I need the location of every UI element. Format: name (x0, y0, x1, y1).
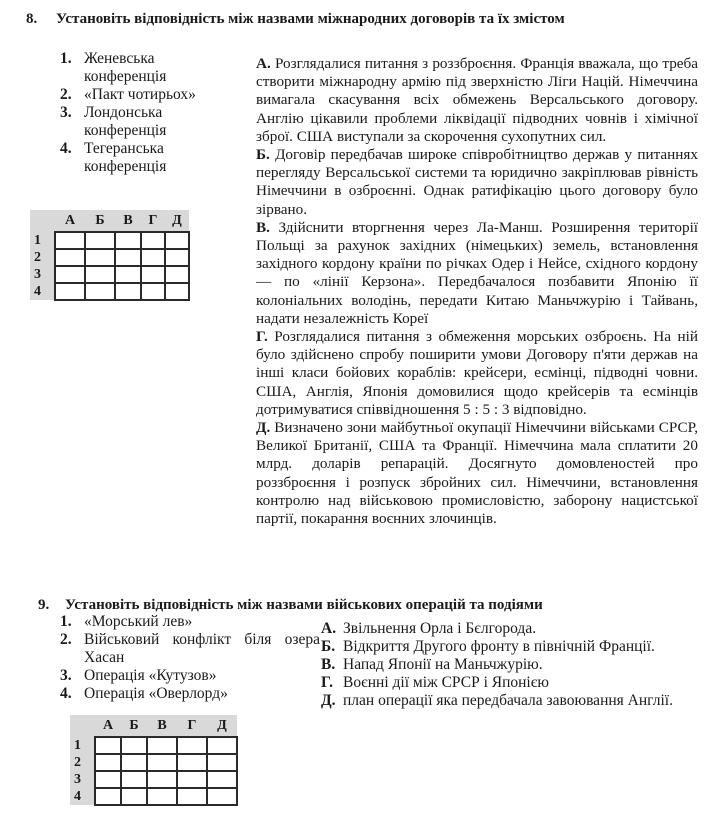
answer-cell[interactable] (177, 771, 207, 788)
answer-cell[interactable] (121, 771, 147, 788)
option-v: В. Напад Японії на Маньчжурію. (321, 656, 543, 673)
answer-cell[interactable] (55, 266, 85, 283)
question-9-left-list (60, 613, 320, 703)
grid-col-header: Д (165, 210, 189, 232)
answer-cell[interactable] (165, 232, 189, 249)
question-8-title (26, 10, 565, 28)
answer-cell[interactable] (177, 737, 207, 754)
grid-col-header: А (55, 210, 85, 232)
list-item: 2. Військовий конфлікт біля озера Хасан (60, 631, 320, 666)
answer-cell[interactable] (207, 771, 237, 788)
option-g: Г. Розглядалися питання з обмеження морських озброєнь. На ній було здійснено спробу поширити умови Договору п'яти держав на інші класи бойових кораблів: крейсери, есмінці, підводні човни. США, Англія, Японія домовилися щодо крейсерів та есмінців дотримуватися співвідношення 5 : 5 : 3 відповідно. (256, 328, 698, 418)
question-8-left-list (60, 50, 210, 176)
answer-cell[interactable] (85, 232, 115, 249)
option-a: А. Розглядалися питання з роззброєння. Франція вважала, що треба створити міжнародну армію під зверхністю Ліги Націй. Німеччина вимагала скасування всіх обмежень Версальського договору. Англію цікавили проблеми ліквідації підводних човнів і хімічної зброї. США виступали за скорочення сухопутних сил. (256, 55, 699, 145)
answer-cell[interactable] (141, 249, 165, 266)
answer-cell[interactable] (177, 788, 207, 805)
answer-cell[interactable] (115, 283, 141, 300)
question-8-answer-grid (30, 210, 190, 301)
grid-corner (70, 715, 95, 737)
option-d: Д. план операції яка передбачала завоювання Англії. (321, 692, 673, 709)
question-9-answer-grid (70, 715, 238, 806)
answer-cell[interactable] (141, 232, 165, 249)
list-item: 2. «Пакт чотирьох» (60, 86, 196, 103)
grid-row-header: 1 (70, 737, 95, 754)
grid-row-header: 2 (70, 754, 95, 771)
grid-row-header: 1 (30, 232, 55, 249)
answer-cell[interactable] (115, 266, 141, 283)
question-8-right-list (256, 55, 698, 528)
answer-cell[interactable] (55, 283, 85, 300)
list-item: 3. Лондонська конференція (60, 104, 167, 139)
question-9-right-list (321, 620, 673, 710)
answer-cell[interactable] (147, 754, 177, 771)
answer-cell[interactable] (121, 737, 147, 754)
option-g: Г. Воєнні дії між СРСР і Японією (321, 674, 549, 691)
answer-cell[interactable] (95, 754, 121, 771)
answer-cell[interactable] (115, 249, 141, 266)
answer-cell[interactable] (55, 232, 85, 249)
grid-col-header: В (115, 210, 141, 232)
grid-row-header: 4 (30, 283, 55, 300)
grid-row-header: 2 (30, 249, 55, 266)
grid-col-header: Б (85, 210, 115, 232)
grid-row-header: 3 (30, 266, 55, 283)
answer-cell[interactable] (207, 754, 237, 771)
answer-cell[interactable] (95, 737, 121, 754)
answer-cell[interactable] (95, 788, 121, 805)
answer-cell[interactable] (165, 249, 189, 266)
grid-corner (30, 210, 55, 232)
answer-cell[interactable] (207, 788, 237, 805)
grid-col-header: Г (141, 210, 165, 232)
answer-cell[interactable] (95, 771, 121, 788)
answer-cell[interactable] (121, 754, 147, 771)
answer-cell[interactable] (121, 788, 147, 805)
option-b: Б. Відкриття Другого фронту в північній Франції. (321, 638, 655, 655)
question-8-number: 8. (26, 11, 38, 27)
question-8-text: Установіть відповідність між назвами міжнародних договорів та їх змістом (56, 11, 565, 27)
option-v: В. Здійснити вторгнення через Ла-Манш. Розширення території Польщі за рахунок західних (німецьких) земель, встановлення західного кордону країни по річках Одер і Нейсе, східного кордону — по «лінії Керзона». Передбачалося позбавити Японію її колоніальних володінь, передати Китаю Маньчжурію і Тайвань, надати незалежність Кореї (256, 218, 699, 327)
answer-cell[interactable] (55, 249, 85, 266)
answer-cell[interactable] (141, 266, 165, 283)
answer-cell[interactable] (147, 771, 177, 788)
grid-col-header: В (147, 715, 177, 737)
grid-col-header: А (95, 715, 121, 737)
answer-cell[interactable] (85, 249, 115, 266)
answer-cell[interactable] (147, 788, 177, 805)
list-item: 1. Женевська конференція (60, 50, 167, 85)
list-item: 1. «Морський лев» (60, 613, 193, 630)
list-item: 4. Операція «Оверлорд» (60, 685, 228, 702)
grid-row-header: 3 (70, 771, 95, 788)
answer-cell[interactable] (85, 283, 115, 300)
question-9-title (38, 596, 543, 614)
answer-cell[interactable] (165, 266, 189, 283)
option-d: Д. Визначено зони майбутньої окупації Німеччини військами СРСР, Великої Британії, США та Франції. Німеччина мала сплатити 20 млрд. доларів репарацій. Досягнуто домовленостей про роззброєння і розпуск збройних сил. Німеччини, встановлення контролю над військовою промисловістю, заборону нацистської партії, покарання воєнних злочинців. (256, 419, 699, 528)
grid-col-header: Б (121, 715, 147, 737)
option-b: Б. Договір передбачав широке співробітництво держав у питаннях перегляду Версальської системи та юридично закріплював рівність Німеччини в озброєнні. Однак ратифікацію цього договору було зірвано. (256, 146, 699, 218)
answer-cell[interactable] (147, 737, 177, 754)
answer-cell[interactable] (85, 266, 115, 283)
question-9-number: 9. (38, 597, 50, 613)
answer-cell[interactable] (207, 737, 237, 754)
list-item: 3. Операція «Кутузов» (60, 667, 217, 684)
grid-col-header: Г (177, 715, 207, 737)
question-9-text: Установіть відповідність між назвами військових операцій та подіями (65, 597, 543, 613)
answer-cell[interactable] (141, 283, 165, 300)
option-a: А. Звільнення Орла і Бєлгорода. (321, 620, 537, 637)
list-item: 4. Тегеранська конференція (60, 140, 167, 175)
answer-cell[interactable] (165, 283, 189, 300)
grid-row-header: 4 (70, 788, 95, 805)
answer-cell[interactable] (177, 754, 207, 771)
grid-col-header: Д (207, 715, 237, 737)
answer-cell[interactable] (115, 232, 141, 249)
